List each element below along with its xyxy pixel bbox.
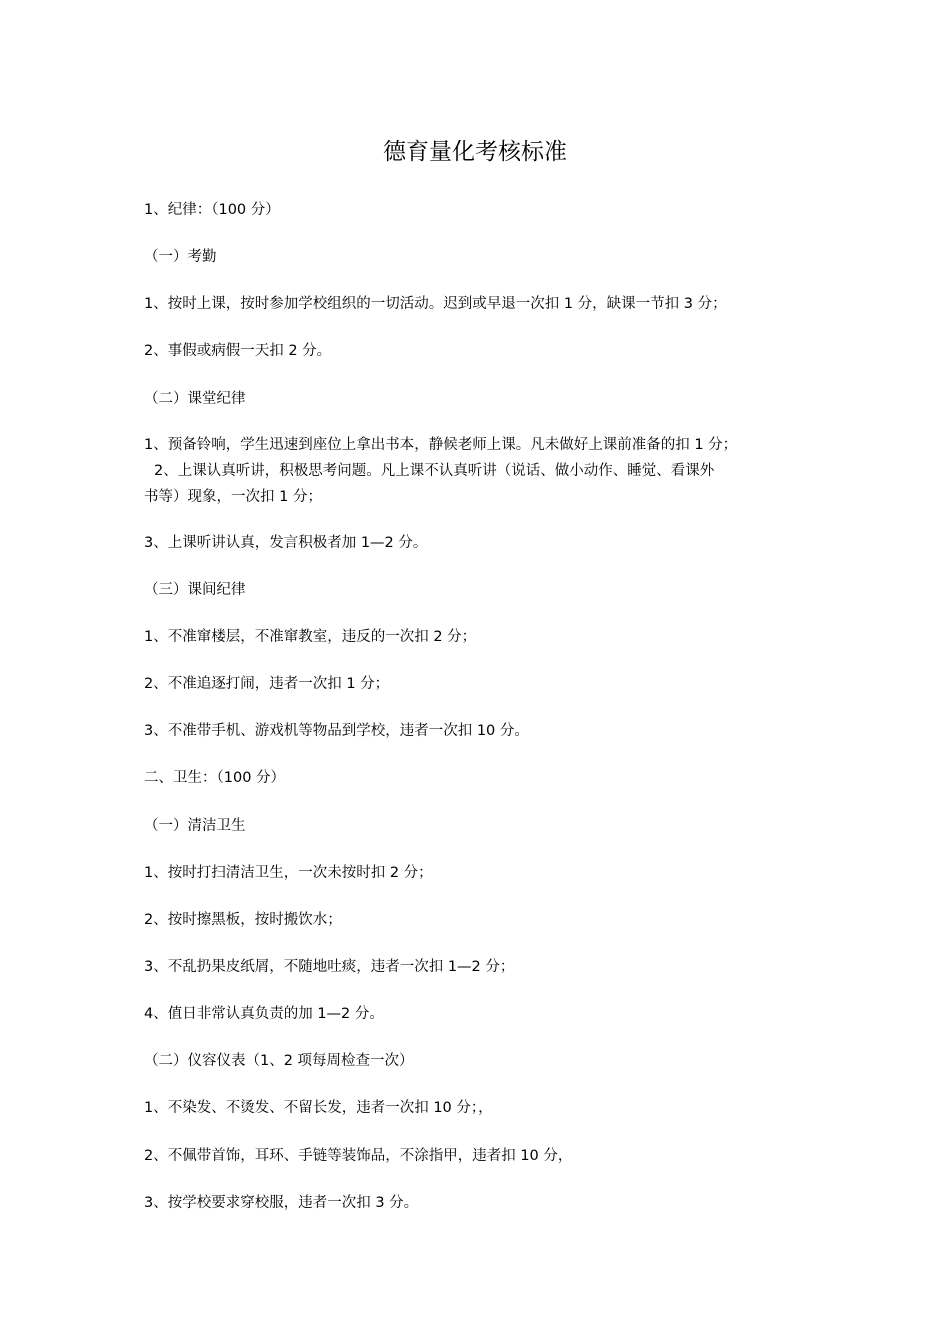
rule-item: 2、不准追逐打闹，违者一次扣 1 分；	[144, 676, 390, 692]
rule-item: 2、按时擦黑板，按时搬饮水；	[144, 912, 342, 928]
subsection-heading: （一）清洁卫生	[144, 818, 246, 834]
rule-item: 2、事假或病假一天扣 2 分。	[144, 343, 332, 359]
rule-item: 1、预备铃响，学生迅速到座位上拿出书本，静候老师上课。凡未做好上课前准备的扣 1 分；	[144, 437, 738, 453]
rule-item: 1、按时上课，按时参加学校组织的一切活动。迟到或早退一次扣 1 分，缺课一节扣 3 分；	[144, 296, 727, 312]
rule-item: 1、不染发、不烫发、不留长发，违者一次扣 10 分；，	[144, 1100, 493, 1116]
document-title: 德育量化考核标准	[383, 139, 567, 165]
rule-item: 3、上课听讲认真，发言积极者加 1—2 分。	[144, 535, 428, 551]
section-heading: 二、卫生：（100 分）	[144, 770, 286, 786]
section-heading: 1、纪律：（100 分）	[144, 202, 280, 218]
rule-item: 3、按学校要求穿校服，违者一次扣 3 分。	[144, 1195, 419, 1211]
rule-item: 3、不乱扔果皮纸屑，不随地吐痰，违者一次扣 1—2 分；	[144, 959, 515, 975]
subsection-heading: （二）课堂纪律	[144, 391, 246, 407]
subsection-heading: （一）考勤	[144, 249, 217, 265]
rule-item-continuation: 书等）现象，一次扣 1 分；	[144, 489, 322, 505]
subsection-heading: （三）课间纪律	[144, 582, 246, 598]
rule-item: 2、上课认真听讲，积极思考问题。凡上课不认真听讲（说话、做小动作、睡觉、看课外	[154, 463, 715, 479]
rule-item: 1、不准窜楼层，不准窜教室，违反的一次扣 2 分；	[144, 629, 477, 645]
subsection-heading: （二）仪容仪表（1、2 项每周检查一次）	[144, 1053, 414, 1069]
rule-item: 3、不准带手机、游戏机等物品到学校，违者一次扣 10 分。	[144, 723, 529, 739]
rule-item: 2、不佩带首饰，耳环、手链等装饰品，不涂指甲，违者扣 10 分，	[144, 1148, 573, 1164]
rule-item: 4、值日非常认真负责的加 1—2 分。	[144, 1006, 384, 1022]
rule-item: 1、按时打扫清洁卫生，一次未按时扣 2 分；	[144, 865, 433, 881]
